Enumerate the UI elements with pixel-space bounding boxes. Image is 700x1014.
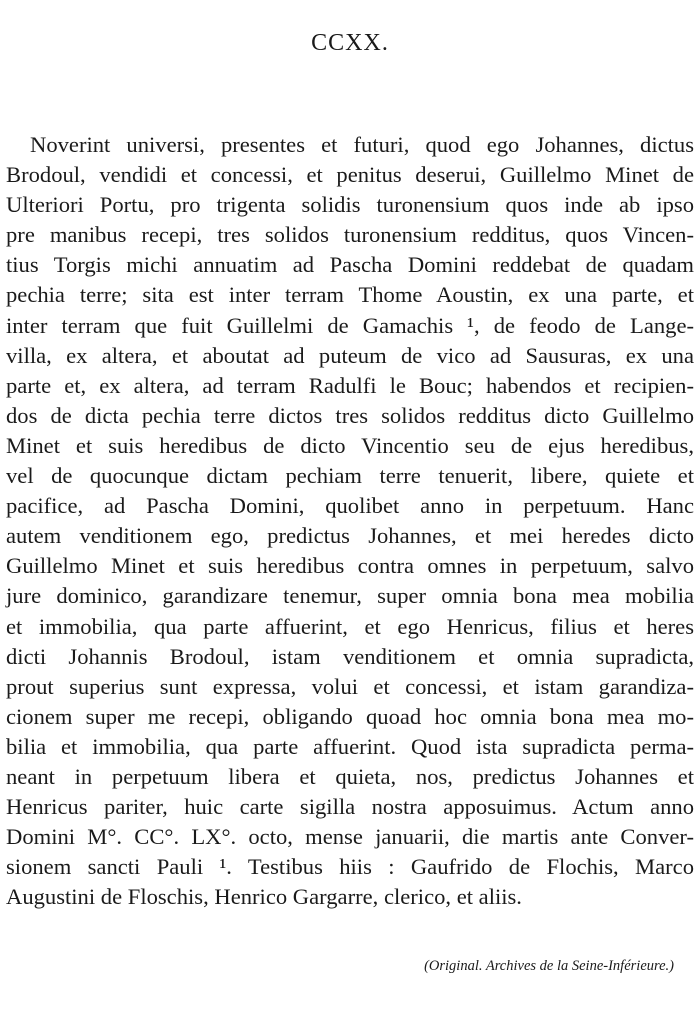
text-line: Henricus pariter, huic carte sigilla nostra apposuimus. Actum anno xyxy=(6,794,694,820)
source-citation: (Original. Archives de la Seine-Inférieure.) xyxy=(424,958,674,974)
text-line: Domini M°. CC°. LX°. octo, mense januarii, die martis ante Conver- xyxy=(6,824,694,850)
text-line: pacifice, ad Pascha Domini, quolibet anno in perpetuum. Hanc xyxy=(6,493,694,519)
text-line: Noverint universi, presentes et futuri, quod ego Johannes, dictus xyxy=(30,132,694,157)
text-line: autem venditionem ego, predictus Johannes, et mei heredes dicto xyxy=(6,523,694,549)
text-line: vel de quocunque dictam pechiam terre tenuerit, libere, quiete et xyxy=(6,463,694,489)
text-line: jure dominico, garandizare tenemur, super omnia bona mea mobilia xyxy=(6,583,694,609)
text-line: dicti Johannis Brodoul, istam venditionem et omnia supradicta, xyxy=(6,643,694,669)
text-line: Brodoul, vendidi et concessi, et penitus deserui, Guillelmo Minet de xyxy=(6,162,694,188)
text-line: sionem sancti Pauli ¹. Testibus hiis : Gaufrido de Flochis, Marco xyxy=(6,854,694,880)
text-line: prout superius sunt expressa, volui et concessi, et istam garandiza- xyxy=(6,673,694,699)
text-line: Minet et suis heredibus de dicto Vincentio seu de ejus heredibus, xyxy=(6,432,694,458)
text-line: villa, ex altera, et aboutat ad puteum de vico ad Sausuras, ex una xyxy=(6,342,694,368)
charter-body-text xyxy=(6,130,694,912)
text-line: inter terram que fuit Guillelmi de Gamachis ¹, de feodo de Lange- xyxy=(6,312,694,338)
text-line: parte et, ex altera, ad terram Radulfi le Bouc; habendos et recipien- xyxy=(6,372,694,398)
text-line: pechia terre; sita est inter terram Thome Aoustin, ex una parte, et xyxy=(6,282,694,308)
text-line: neant in perpetuum libera et quieta, nos, predictus Johannes et xyxy=(6,763,694,789)
text-line: dos de dicta pechia terre dictos tres solidos redditus dicto Guillelmo xyxy=(6,402,694,428)
charter-number-heading: CCXX. xyxy=(311,30,389,56)
text-line: Guillelmo Minet et suis heredibus contra omnes in perpetuum, salvo xyxy=(6,553,694,579)
text-line: Augustini de Floschis, Henrico Gargarre, clerico, et aliis. xyxy=(6,884,522,910)
text-line: pre manibus recepi, tres solidos turonensium redditus, quos Vincen- xyxy=(6,222,694,248)
text-line: cionem super me recepi, obligando quoad hoc omnia bona mea mo- xyxy=(6,703,694,729)
text-line: bilia et immobilia, qua parte affuerint. Quod ista supradicta perma- xyxy=(6,733,694,759)
text-line: tius Torgis michi annuatim ad Pascha Domini reddebat de quadam xyxy=(6,252,694,278)
text-line: Ulteriori Portu, pro trigenta solidis turonensium quos inde ab ipso xyxy=(6,192,694,218)
text-line: et immobilia, qua parte affuerint, et ego Henricus, filius et heres xyxy=(6,613,694,639)
